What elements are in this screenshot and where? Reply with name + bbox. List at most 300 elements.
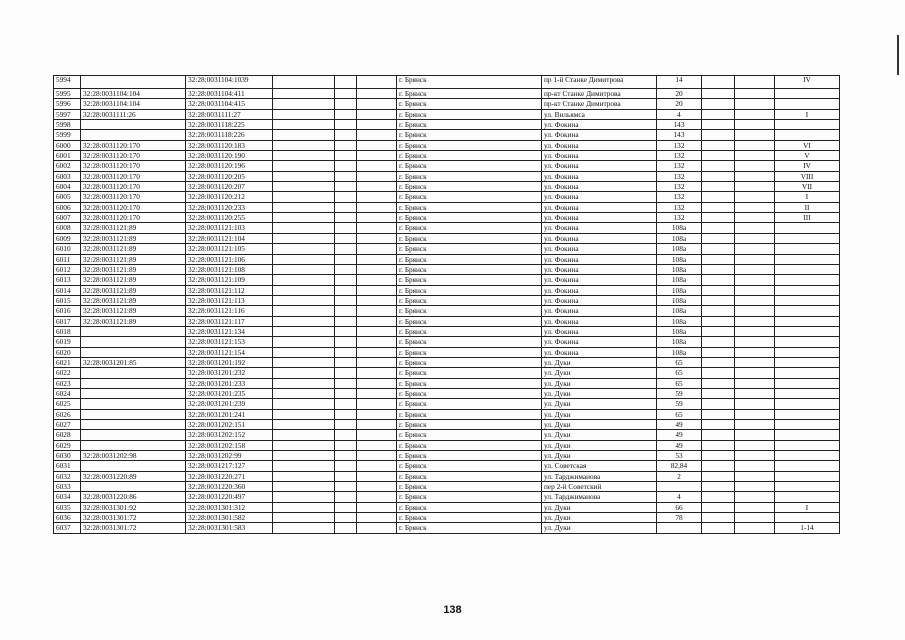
cadastral-parcel-cell: 32:28:0031104:104	[81, 99, 186, 109]
row-number-cell: 6012	[54, 264, 81, 274]
street-cell: ул. Дуки	[542, 378, 657, 388]
empty-cell	[273, 451, 335, 461]
building-number-cell: 78	[657, 513, 702, 523]
cadastral-parcel-cell	[81, 368, 186, 378]
table-row	[54, 368, 840, 378]
city-cell: г. Брянск	[397, 502, 542, 512]
row-number-cell: 6022	[54, 368, 81, 378]
table-row	[54, 378, 840, 388]
empty-cell	[735, 482, 775, 492]
row-number-cell: 6003	[54, 171, 81, 181]
cadastral-object-cell: 32:28:0031202:152	[186, 430, 273, 440]
empty-cell	[357, 233, 397, 243]
cadastral-object-cell: 32:28:0031121:112	[186, 285, 273, 295]
cadastral-object-cell: 32:28:0031121:154	[186, 347, 273, 357]
city-cell: г. Брянск	[397, 192, 542, 202]
cadastral-parcel-cell	[81, 409, 186, 419]
empty-cell	[735, 502, 775, 512]
building-number-cell: 65	[657, 368, 702, 378]
empty-cell	[335, 264, 357, 274]
building-number-cell: 14	[657, 76, 702, 89]
cadastral-object-cell: 32:28:0031118:225	[186, 120, 273, 130]
cadastral-parcel-cell	[81, 326, 186, 336]
row-number-cell: 6002	[54, 161, 81, 171]
room-number-cell: VI	[775, 140, 840, 150]
table-row	[54, 430, 840, 440]
table-row	[54, 461, 840, 471]
empty-cell	[735, 388, 775, 398]
empty-cell	[735, 451, 775, 461]
street-cell: ул. Фокина	[542, 316, 657, 326]
empty-cell	[357, 223, 397, 233]
building-number-cell: 59	[657, 388, 702, 398]
city-cell: г. Брянск	[397, 161, 542, 171]
empty-cell	[702, 140, 735, 150]
street-cell: пр-кт Станке Димитрова	[542, 89, 657, 99]
cadastral-object-cell: 32:28:0031217:127	[186, 461, 273, 471]
street-cell: ул. Фокина	[542, 285, 657, 295]
building-number-cell: 132	[657, 192, 702, 202]
empty-cell	[735, 192, 775, 202]
building-number-cell: 108a	[657, 326, 702, 336]
empty-cell	[273, 244, 335, 254]
street-cell: ул. Советская	[542, 461, 657, 471]
empty-cell	[335, 161, 357, 171]
empty-cell	[273, 388, 335, 398]
cadastral-parcel-cell: 32:28:0031121:89	[81, 244, 186, 254]
cadastral-object-cell: 32:28:0031201:241	[186, 409, 273, 419]
city-cell: г. Брянск	[397, 399, 542, 409]
table-row	[54, 357, 840, 367]
cadastral-object-cell: 32:28:0031104:415	[186, 99, 273, 109]
empty-cell	[702, 388, 735, 398]
empty-cell	[702, 368, 735, 378]
cadastral-object-cell: 32:28:0031121:116	[186, 306, 273, 316]
empty-cell	[735, 357, 775, 367]
empty-cell	[702, 202, 735, 212]
building-number-cell: 132	[657, 171, 702, 181]
cadastral-parcel-cell	[81, 482, 186, 492]
empty-cell	[735, 440, 775, 450]
empty-cell	[735, 223, 775, 233]
table-row	[54, 523, 840, 533]
room-number-cell	[775, 99, 840, 109]
empty-cell	[335, 295, 357, 305]
empty-cell	[357, 326, 397, 336]
empty-cell	[357, 244, 397, 254]
table-row	[54, 502, 840, 512]
row-number-cell: 5999	[54, 130, 81, 140]
empty-cell	[702, 151, 735, 161]
empty-cell	[702, 89, 735, 99]
empty-cell	[273, 316, 335, 326]
cadastral-object-cell: 32:28:0031121:117	[186, 316, 273, 326]
cadastral-parcel-cell: 32:28:0031301:72	[81, 523, 186, 533]
room-number-cell	[775, 513, 840, 523]
building-number-cell: 108a	[657, 306, 702, 316]
empty-cell	[273, 326, 335, 336]
building-number-cell: 108a	[657, 244, 702, 254]
empty-cell	[735, 171, 775, 181]
street-cell: ул. Фокина	[542, 306, 657, 316]
city-cell: г. Брянск	[397, 275, 542, 285]
row-number-cell: 6009	[54, 233, 81, 243]
empty-cell	[273, 409, 335, 419]
empty-cell	[357, 295, 397, 305]
city-cell: г. Брянск	[397, 264, 542, 274]
city-cell: г. Брянск	[397, 523, 542, 533]
empty-cell	[702, 502, 735, 512]
row-number-cell: 6033	[54, 482, 81, 492]
city-cell: г. Брянск	[397, 89, 542, 99]
cadastral-object-cell: 32:28:0031120:205	[186, 171, 273, 181]
empty-cell	[702, 120, 735, 130]
table-row	[54, 213, 840, 223]
building-number-cell: 59	[657, 399, 702, 409]
empty-cell	[357, 76, 397, 89]
building-number-cell: 108a	[657, 275, 702, 285]
empty-cell	[273, 275, 335, 285]
empty-cell	[273, 368, 335, 378]
empty-cell	[273, 430, 335, 440]
empty-cell	[273, 89, 335, 99]
empty-cell	[335, 378, 357, 388]
cadastral-parcel-cell	[81, 337, 186, 347]
building-number-cell: 20	[657, 99, 702, 109]
row-number-cell: 5996	[54, 99, 81, 109]
building-number-cell: 132	[657, 202, 702, 212]
cadastral-parcel-cell	[81, 388, 186, 398]
room-number-cell	[775, 295, 840, 305]
building-number-cell: 65	[657, 409, 702, 419]
empty-cell	[702, 233, 735, 243]
city-cell: г. Брянск	[397, 254, 542, 264]
table-row	[54, 140, 840, 150]
street-cell: ул. Дуки	[542, 409, 657, 419]
table-row	[54, 285, 840, 295]
table-row	[54, 151, 840, 161]
cadastral-parcel-cell	[81, 130, 186, 140]
empty-cell	[357, 368, 397, 378]
empty-cell	[357, 213, 397, 223]
empty-cell	[335, 482, 357, 492]
building-number-cell	[657, 523, 702, 533]
street-cell: ул. Дуки	[542, 502, 657, 512]
empty-cell	[702, 326, 735, 336]
table-row	[54, 440, 840, 450]
empty-cell	[735, 420, 775, 430]
table-row	[54, 223, 840, 233]
empty-cell	[273, 482, 335, 492]
cadastral-parcel-cell: 32:28:0031120:170	[81, 182, 186, 192]
street-cell: ул. Вильямса	[542, 109, 657, 119]
empty-cell	[735, 213, 775, 223]
city-cell: г. Брянск	[397, 378, 542, 388]
cadastral-parcel-cell: 32:28:0031111:26	[81, 109, 186, 119]
empty-cell	[273, 420, 335, 430]
street-cell: ул. Фокина	[542, 130, 657, 140]
table-row	[54, 295, 840, 305]
table-row	[54, 451, 840, 461]
city-cell: г. Брянск	[397, 140, 542, 150]
empty-cell	[335, 109, 357, 119]
cadastral-parcel-cell: 32:28:0031120:170	[81, 213, 186, 223]
row-number-cell: 6020	[54, 347, 81, 357]
empty-cell	[357, 451, 397, 461]
empty-cell	[702, 306, 735, 316]
row-number-cell: 6032	[54, 471, 81, 481]
empty-cell	[357, 140, 397, 150]
street-cell: ул. Дуки	[542, 357, 657, 367]
room-number-cell: III	[775, 213, 840, 223]
cadastral-parcel-cell	[81, 120, 186, 130]
building-number-cell	[657, 482, 702, 492]
table-row	[54, 388, 840, 398]
building-number-cell: 108a	[657, 264, 702, 274]
cadastral-object-cell: 32:28:0031301:583	[186, 523, 273, 533]
empty-cell	[735, 99, 775, 109]
table-row	[54, 275, 840, 285]
row-number-cell: 6011	[54, 254, 81, 264]
empty-cell	[335, 502, 357, 512]
row-number-cell: 6021	[54, 357, 81, 367]
row-number-cell: 6025	[54, 399, 81, 409]
street-cell: ул. Фокина	[542, 264, 657, 274]
room-number-cell: I	[775, 109, 840, 119]
cadastral-object-cell: 32:28:0031301:312	[186, 502, 273, 512]
row-number-cell: 6023	[54, 378, 81, 388]
cadastral-parcel-cell: 32:28:0031120:170	[81, 202, 186, 212]
row-number-cell: 6007	[54, 213, 81, 223]
room-number-cell	[775, 233, 840, 243]
street-cell: ул. Дуки	[542, 399, 657, 409]
building-number-cell: 132	[657, 161, 702, 171]
empty-cell	[273, 440, 335, 450]
empty-cell	[735, 471, 775, 481]
empty-cell	[735, 275, 775, 285]
empty-cell	[357, 492, 397, 502]
city-cell: г. Брянск	[397, 306, 542, 316]
street-cell: пр 1-й Станке Димитрова	[542, 76, 657, 89]
city-cell: г. Брянск	[397, 409, 542, 419]
row-number-cell: 6010	[54, 244, 81, 254]
empty-cell	[335, 213, 357, 223]
building-number-cell: 82,84	[657, 461, 702, 471]
cadastral-parcel-cell: 32:28:0031120:170	[81, 192, 186, 202]
street-cell: ул. Дуки	[542, 388, 657, 398]
row-number-cell: 6015	[54, 295, 81, 305]
room-number-cell: I	[775, 192, 840, 202]
cadastral-parcel-cell: 32:28:0031201:85	[81, 357, 186, 367]
empty-cell	[735, 151, 775, 161]
room-number-cell	[775, 482, 840, 492]
cadastral-object-cell: 32:28:0031120:212	[186, 192, 273, 202]
room-number-cell	[775, 130, 840, 140]
empty-cell	[357, 513, 397, 523]
row-number-cell: 6014	[54, 285, 81, 295]
empty-cell	[702, 295, 735, 305]
cadastral-object-cell: 32:28:0031121:134	[186, 326, 273, 336]
room-number-cell	[775, 264, 840, 274]
street-cell: ул. Фокина	[542, 223, 657, 233]
cadastral-object-cell: 32:28:0031104:1039	[186, 76, 273, 89]
empty-cell	[735, 295, 775, 305]
row-number-cell: 6004	[54, 182, 81, 192]
empty-cell	[273, 523, 335, 533]
empty-cell	[702, 285, 735, 295]
room-number-cell: I	[775, 502, 840, 512]
row-number-cell: 6006	[54, 202, 81, 212]
table-row	[54, 99, 840, 109]
street-cell: ул. Фокина	[542, 233, 657, 243]
building-number-cell: 4	[657, 492, 702, 502]
empty-cell	[357, 151, 397, 161]
empty-cell	[273, 140, 335, 150]
city-cell: г. Брянск	[397, 109, 542, 119]
empty-cell	[735, 89, 775, 99]
empty-cell	[273, 151, 335, 161]
table-row	[54, 399, 840, 409]
room-number-cell: VIII	[775, 171, 840, 181]
table-row	[54, 202, 840, 212]
cadastral-parcel-cell: 32:28:0031121:89	[81, 285, 186, 295]
empty-cell	[335, 254, 357, 264]
empty-cell	[702, 99, 735, 109]
city-cell: г. Брянск	[397, 368, 542, 378]
table-row	[54, 130, 840, 140]
street-cell: ул. Дуки	[542, 451, 657, 461]
cadastral-parcel-cell: 32:28:0031220:86	[81, 492, 186, 502]
city-cell: г. Брянск	[397, 451, 542, 461]
building-number-cell: 108a	[657, 285, 702, 295]
empty-cell	[273, 378, 335, 388]
city-cell: г. Брянск	[397, 223, 542, 233]
cadastral-object-cell: 32:28:0031120:233	[186, 202, 273, 212]
empty-cell	[335, 451, 357, 461]
cadastral-parcel-cell	[81, 420, 186, 430]
city-cell: г. Брянск	[397, 244, 542, 254]
city-cell: г. Брянск	[397, 513, 542, 523]
street-cell: ул. Фокина	[542, 244, 657, 254]
room-number-cell: IV	[775, 76, 840, 89]
empty-cell	[335, 244, 357, 254]
registry-rows	[54, 76, 840, 534]
empty-cell	[357, 202, 397, 212]
table-row	[54, 254, 840, 264]
row-number-cell: 6030	[54, 451, 81, 461]
empty-cell	[735, 523, 775, 533]
empty-cell	[335, 99, 357, 109]
empty-cell	[273, 120, 335, 130]
empty-cell	[273, 182, 335, 192]
empty-cell	[702, 492, 735, 502]
street-cell: ул. Дуки	[542, 513, 657, 523]
empty-cell	[335, 306, 357, 316]
cadastral-object-cell: 32:28:0031121:153	[186, 337, 273, 347]
empty-cell	[357, 482, 397, 492]
room-number-cell	[775, 440, 840, 450]
street-cell: ул. Фокина	[542, 326, 657, 336]
cadastral-parcel-cell	[81, 347, 186, 357]
city-cell: г. Брянск	[397, 120, 542, 130]
empty-cell	[735, 306, 775, 316]
empty-cell	[273, 171, 335, 181]
building-number-cell: 108a	[657, 295, 702, 305]
table-row	[54, 347, 840, 357]
row-number-cell: 6017	[54, 316, 81, 326]
street-cell: ул. Дуки	[542, 368, 657, 378]
row-number-cell: 6016	[54, 306, 81, 316]
street-cell: ул. Тарджиманова	[542, 492, 657, 502]
city-cell: г. Брянск	[397, 316, 542, 326]
empty-cell	[357, 192, 397, 202]
room-number-cell: IV	[775, 161, 840, 171]
empty-cell	[357, 275, 397, 285]
empty-cell	[335, 461, 357, 471]
empty-cell	[357, 461, 397, 471]
cadastral-object-cell: 32:28:0031111:27	[186, 109, 273, 119]
empty-cell	[702, 264, 735, 274]
table-row	[54, 233, 840, 243]
building-number-cell: 143	[657, 130, 702, 140]
cadastral-object-cell: 32:28:0031120:190	[186, 151, 273, 161]
city-cell: г. Брянск	[397, 76, 542, 89]
cadastral-object-cell: 32:28:0031120:196	[186, 161, 273, 171]
city-cell: г. Брянск	[397, 461, 542, 471]
empty-cell	[273, 109, 335, 119]
empty-cell	[357, 171, 397, 181]
empty-cell	[357, 399, 397, 409]
empty-cell	[735, 399, 775, 409]
empty-cell	[702, 337, 735, 347]
row-number-cell: 6018	[54, 326, 81, 336]
table-row	[54, 89, 840, 99]
empty-cell	[335, 233, 357, 243]
empty-cell	[335, 76, 357, 89]
empty-cell	[735, 254, 775, 264]
empty-cell	[702, 357, 735, 367]
empty-cell	[335, 275, 357, 285]
row-number-cell: 6013	[54, 275, 81, 285]
empty-cell	[357, 109, 397, 119]
building-number-cell: 66	[657, 502, 702, 512]
empty-cell	[735, 368, 775, 378]
empty-cell	[335, 285, 357, 295]
empty-cell	[335, 140, 357, 150]
room-number-cell	[775, 275, 840, 285]
empty-cell	[735, 409, 775, 419]
empty-cell	[335, 388, 357, 398]
room-number-cell	[775, 347, 840, 357]
cadastral-object-cell: 32:28:0031202:99	[186, 451, 273, 461]
cadastral-parcel-cell	[81, 399, 186, 409]
row-number-cell: 6000	[54, 140, 81, 150]
empty-cell	[335, 89, 357, 99]
building-number-cell: 132	[657, 140, 702, 150]
empty-cell	[735, 285, 775, 295]
empty-cell	[335, 399, 357, 409]
table-row	[54, 244, 840, 254]
empty-cell	[702, 161, 735, 171]
street-cell: пр-кт Станке Димитрова	[542, 99, 657, 109]
row-number-cell: 5994	[54, 76, 81, 89]
table-row	[54, 409, 840, 419]
street-cell: ул. Дуки	[542, 523, 657, 533]
cadastral-object-cell: 32:28:0031121:104	[186, 233, 273, 243]
street-cell: ул. Дуки	[542, 440, 657, 450]
empty-cell	[357, 285, 397, 295]
scan-edge-mark	[897, 35, 899, 75]
